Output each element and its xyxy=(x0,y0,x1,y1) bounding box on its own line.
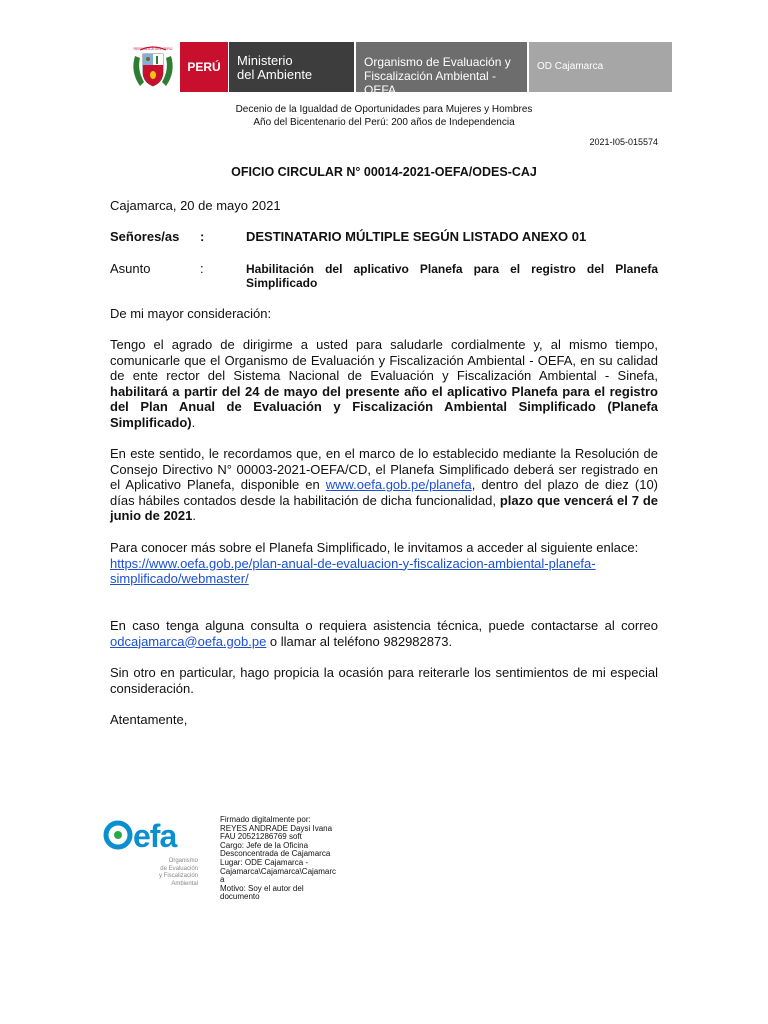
logo-sub-line4: Ambiental xyxy=(171,880,198,887)
logo-sub-line1: Organismo xyxy=(168,858,198,864)
p1-end: . xyxy=(191,414,196,430)
sig-line8: a xyxy=(220,875,225,885)
paragraph-3 xyxy=(110,540,658,587)
sig-line6: Lugar: ODE Cajamarca - xyxy=(220,857,309,867)
decenio-line2: Año del Bicentenario del Perú: 200 años de Independencia xyxy=(253,117,515,128)
paragraph-4 xyxy=(110,618,658,649)
planefa-info-link[interactable] xyxy=(110,556,658,587)
sig-line5: Desconcentrada de Cajamarca xyxy=(220,849,331,859)
info-link-line2: simplificado/webmaster/ xyxy=(110,571,249,586)
p1-bold: habilitará a partir del 24 de mayo del presente año el aplicativo Planefa para el registro del Plan Anual de Evaluación y Fiscalización Ambiental Simplificado (Planefa Simplificado) xyxy=(110,383,658,430)
document-number: 2021-I05-015574 xyxy=(589,137,658,147)
info-link-line1: https://www.oefa.gob.pe/plan-anual-de-evaluacion-y-fiscalizacion-ambiental-planefa- xyxy=(110,555,596,571)
p2-text-2: , dentro del plazo de diez (10) días hábiles contados desde la habilitación de dicha funcionalidad, xyxy=(110,477,658,508)
email-link[interactable]: odcajamarca@oefa.gob.pe xyxy=(110,633,267,649)
ministry-name xyxy=(228,42,354,92)
subject-colon: : xyxy=(200,261,204,276)
office-name: OD Cajamarca xyxy=(527,42,672,92)
p3-text: Para conocer más sobre el Planefa Simplificado, le invitamos a acceder al siguiente enlace: xyxy=(110,540,639,555)
oefa-name xyxy=(354,42,527,97)
oefa-line2: Fiscalización Ambiental - OEFA xyxy=(364,69,497,97)
logo-sub-line2: de Evaluación xyxy=(160,865,198,872)
decenio-text xyxy=(0,103,768,129)
subject-value xyxy=(246,262,658,290)
document-date: Cajamarca, 20 de mayo 2021 xyxy=(110,198,281,213)
planefa-link[interactable]: www.oefa.gob.pe/planefa xyxy=(325,477,472,492)
sig-line2: REYES ANDRADE Daysi Ivana xyxy=(220,823,333,833)
p2-text: En este sentido, le recordamos que, en el marco de lo establecido mediante la Resolución de Consejo Directivo N° 00003-2021-OEFA/CD, el Planefa Simplificado deberá ser registrado en el Aplicativo Planefa, disponible en xyxy=(110,446,658,492)
greeting: De mi mayor consideración: xyxy=(110,306,272,321)
digital-signature xyxy=(220,816,360,902)
ministry-line1: Ministerio xyxy=(237,53,293,68)
logo-subtitle xyxy=(150,858,198,888)
p1-text: Tengo el agrado de dirigirme a usted para saludarle cordialmente y, al mismo tiempo, comunicarle que el Organismo de Evaluación y Fiscalización Ambiental - OEFA, en su calidad de ente rector del Sistema Nacional de Evaluación y Fiscalización Ambiental - Sinefa, xyxy=(110,337,658,383)
sig-line1: Firmado digitalmente por: xyxy=(220,815,311,824)
paragraph-1 xyxy=(110,337,658,430)
recipient-value: DESTINATARIO MÚLTIPLE SEGÚN LISTADO ANEXO 01 xyxy=(246,229,587,244)
subject-line1: Habilitación del aplicativo Planefa para el registro del Planefa xyxy=(246,262,658,276)
p4-text: En caso tenga alguna consulta o requiera asistencia técnica, puede contactarse al correo xyxy=(110,618,658,633)
ministry-line2: del Ambiente xyxy=(237,67,313,82)
sig-line10: documento xyxy=(220,892,260,902)
p2-end: . xyxy=(192,508,196,523)
peru-brand: PERÚ xyxy=(180,42,228,92)
closing: Atentamente, xyxy=(110,712,188,727)
paragraph-2 xyxy=(110,446,658,524)
sig-line7: Cajamarca\Cajamarca\Cajamarc xyxy=(220,866,337,876)
oefa-line1: Organismo de Evaluación y xyxy=(364,55,511,69)
sig-line9: Motivo: Soy el autor del xyxy=(220,883,304,893)
institution-header xyxy=(126,42,672,97)
peru-coat-of-arms-icon xyxy=(126,42,180,92)
document-title: OFICIO CIRCULAR N° 00014-2021-OEFA/ODES-CAJ xyxy=(231,165,537,179)
sig-line3: FAU 20521286769 soft xyxy=(220,832,302,842)
subject-label: Asunto xyxy=(110,261,151,276)
paragraph-5: Sin otro en particular, hago propicia la ocasión para reiterarle los sentimientos de mi especial consideración. xyxy=(110,665,658,696)
p2-bold: plazo que vencerá el 7 de junio de 2021 xyxy=(110,492,658,523)
recipient-label: Señores/as xyxy=(110,229,180,244)
logo-sub-line3: y Fiscalización xyxy=(158,873,198,879)
logo-brand-text: efa xyxy=(133,818,177,854)
sig-line4: Cargo: Jefe de la Oficina xyxy=(220,840,309,850)
p4-end: o llamar al teléfono 982982873. xyxy=(266,633,453,649)
subject-line2: Simplificado xyxy=(246,276,318,290)
shield-text: REPÚBLICA DEL PERÚ xyxy=(133,47,173,51)
decenio-line1: Decenio de la Igualdad de Oportunidades para Mujeres y Hombres xyxy=(235,104,533,115)
recipient-colon: : xyxy=(200,229,205,244)
